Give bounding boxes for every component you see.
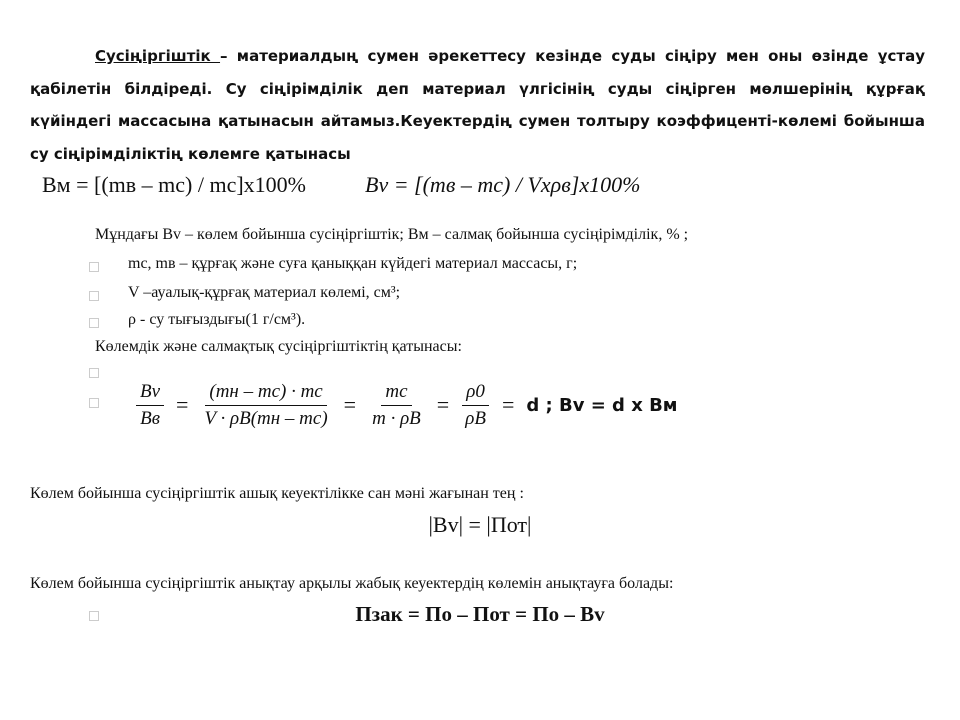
paragraph-open-porosity: Көлем бойынша сусіңіргіштік ашық кеуектілікке сан мәні жағынан тең :	[30, 485, 524, 502]
intro-paragraph	[30, 40, 925, 170]
ratio-result: d ; Bv = d x Bм	[526, 394, 678, 416]
fraction-2: $\frac{(mн - mс) \cdot mс}{V \cdot \rho B(mн - mс)}$	[204, 380, 328, 429]
bullet-icon	[89, 262, 99, 272]
fraction-1: $\frac{Bv}{Bв}$	[136, 381, 164, 430]
ratio-formula: $\frac{Bv}{Bв}$ = $\frac{(mн - mс) \cdot mс}{V \cdot \rho B(mн - mс)}$ = $\frac{mс}{m \cdot \rho B}$ = $\frac{\rho 0}{\rho B}$ = d ; Bv = d x Bм	[130, 370, 678, 440]
definition-line-5: Көлемдік және салмақтық сусіңіргіштіктің қатынасы:	[95, 338, 462, 355]
fraction-4: $\frac{\rho 0}{\rho B}$	[461, 381, 490, 430]
definition-line-2: mс, mв – құрғақ және суға қаныққан күйдегі материал массасы, г;	[128, 255, 578, 272]
paragraph-closed-porosity: Көлем бойынша сусіңіргіштік анықтау арқылы жабық кеуектердің көлемін анықтауға болады:	[30, 575, 674, 592]
formula-volume-absorption: Bv = [(mв – mс) / Vxρв]x100%	[365, 172, 641, 197]
definition-line-3: V –ауалық-құрғақ материал көлемі, см³;	[128, 284, 401, 301]
fraction-3: $\frac{mс}{m \cdot \rho B}$	[372, 380, 421, 429]
bullet-icon	[89, 368, 99, 378]
intro-text: – материалдың сумен әрекеттесу кезінде суды сіңіру мен оны өзінде ұстау қабілетін білдіреді. Су сіңірімділік деп материал үлгісінің суды сіңірген мөлшерінің құрғақ күйіндегі массасына қатынасын айтамыз.Кеуектердің сумен толтыру коэффиценті-көлемі бойынша су сіңірімділіктің көлемге қатынасы	[30, 47, 925, 163]
bullet-icon	[89, 318, 99, 328]
definition-line-1: Мұндағы Bv – көлем бойынша сусіңіргіштік; Bм – салмақ бойынша сусіңірімділік, % ;	[95, 226, 689, 243]
formula-mass-absorption: Bм = [(mв – mс) / mс]x100%	[42, 172, 306, 197]
formula-open-porosity: |Bv| = |Пот|	[428, 512, 532, 537]
definition-line-4: ρ - су тығыздығы(1 г/см³).	[128, 311, 306, 328]
term-label: Сусіңіргіштік	[95, 47, 221, 65]
formula-closed-porosity: Пзак = По – Пот = По – Bv	[355, 602, 605, 626]
bullet-icon	[89, 291, 99, 301]
bullet-icon	[89, 398, 99, 408]
